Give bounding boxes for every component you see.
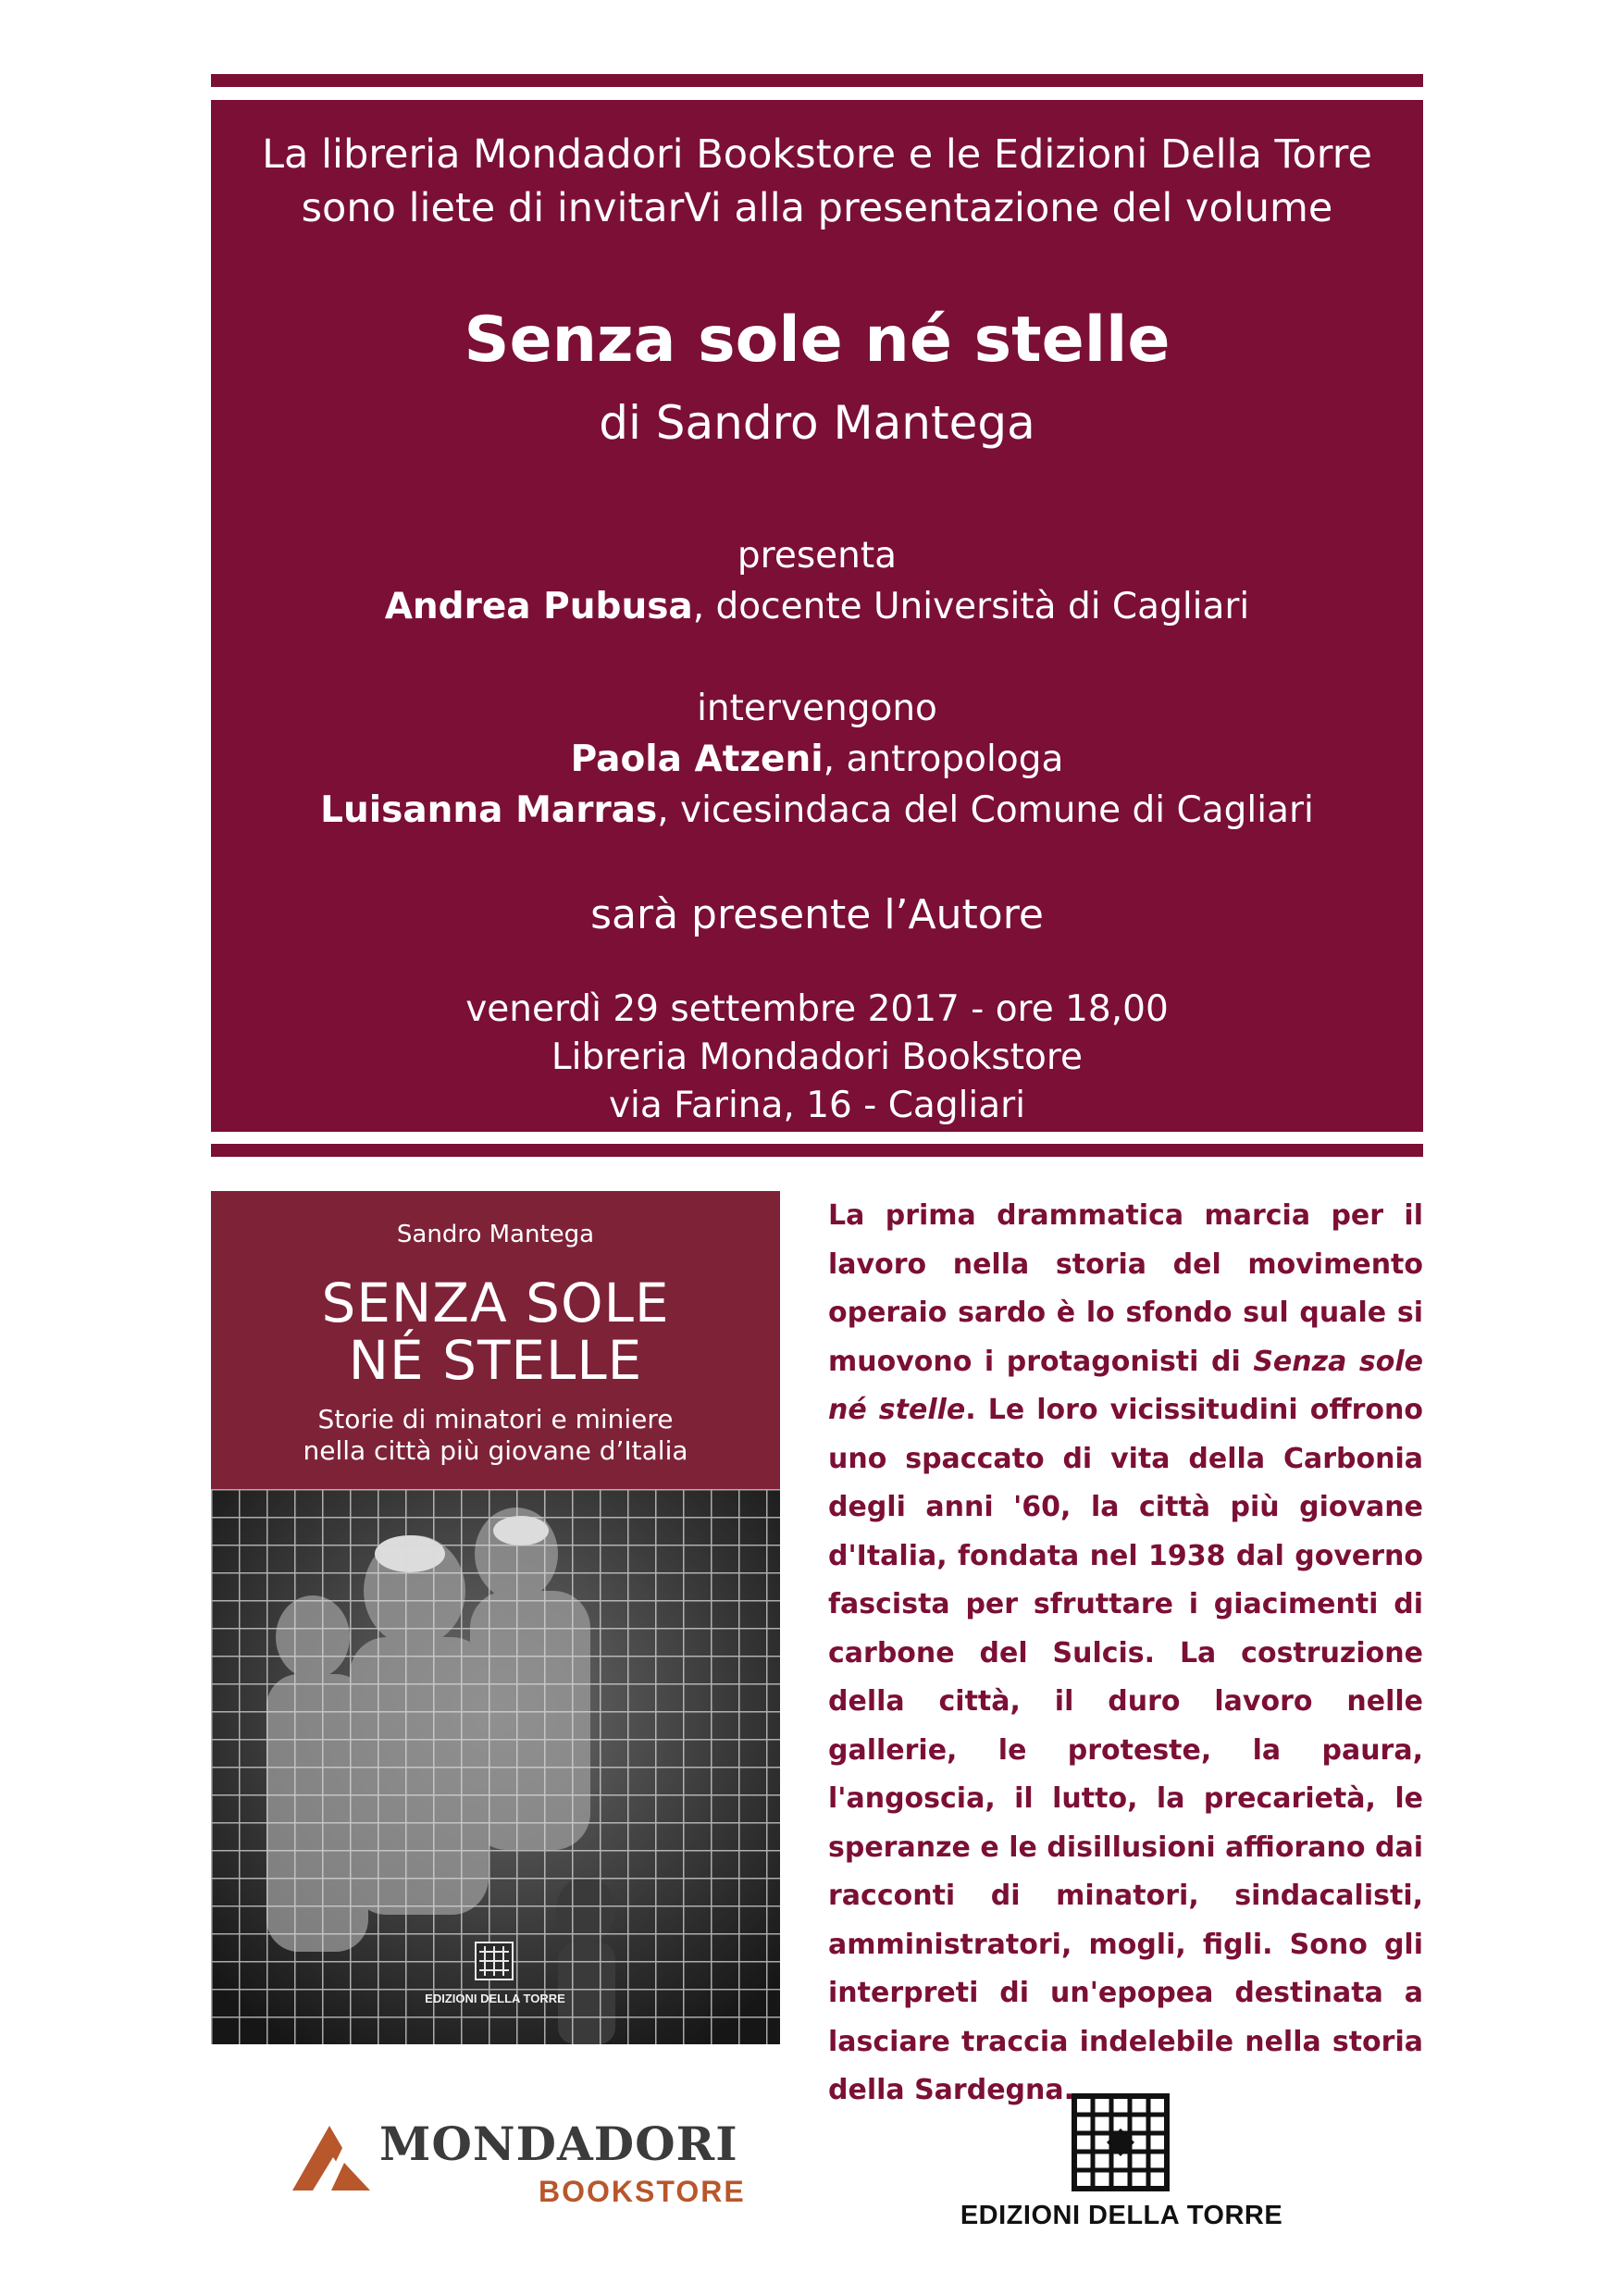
cover-title-line-2: NÉ STELLE	[348, 1329, 643, 1392]
cover-author: Sandro Mantega	[396, 1221, 595, 1248]
speakers-label: intervengono	[697, 688, 937, 729]
cover-title-line-1: SENZA SOLE	[321, 1272, 670, 1334]
cover-subtitle-line-1: Storie di minatori e miniere	[317, 1404, 674, 1434]
invitation-panel	[211, 100, 1423, 1132]
intro-line-2: sono liete di invitarVi alla presentazione del volume	[301, 185, 1333, 231]
cover-subtitle	[211, 1404, 780, 1467]
cover-subtitle-line-2: nella città più giovane d’Italia	[303, 1435, 688, 1466]
torre-logo-name: EDIZIONI DELLA TORRE	[960, 2201, 1283, 2230]
speaker2-role: , vicesindaca del Comune di Cagliari	[657, 789, 1314, 831]
event-address: via Farina, 16 - Cagliari	[608, 1085, 1026, 1126]
speaker2-name: Luisanna Marras	[320, 789, 658, 831]
presenter-name: Andrea Pubusa	[384, 586, 693, 627]
cover-title	[211, 1272, 780, 1392]
intro-line-1: La libreria Mondadori Bookstore e le Edizioni Della Torre	[262, 131, 1372, 178]
event-venue: Libreria Mondadori Bookstore	[551, 1036, 1084, 1078]
mondadori-logo-name: MONDADORI	[379, 2116, 738, 2171]
speaker1-role: , antropologa	[823, 738, 1064, 780]
mondadori-logo-sub: BOOKSTORE	[539, 2175, 746, 2208]
cover-photo	[211, 1489, 780, 2044]
bottom-rule	[211, 1144, 1423, 1157]
mondadori-rose-icon	[285, 2115, 378, 2198]
cover-publisher: EDIZIONI DELLA TORRE	[425, 1992, 565, 2005]
speaker-line-2	[211, 789, 1423, 831]
book-cover	[211, 1191, 780, 2044]
book-title: Senza sole né stelle	[464, 304, 1171, 377]
presenter-role: , docente Università di Cagliari	[692, 586, 1250, 627]
blurb-part-2: . Le loro vicissitudini offrono uno spaccato di vita della Carbonia degli anni '60, la città più giovane d'Italia, fondata nel 1938 dal governo fascista per sfruttare i giacimenti di carbone del Sulcis. La costruzione della città, il duro lavoro nelle gallerie, le proteste, la paura, l'angoscia, il lutto, la precarietà, le speranze e le disillusioni affiorano dai racconti di minatori, sindacalisti, amministratori, mogli, figli. Sono gli interpreti di un'epopea destinata a lasciare traccia indelebile nella storia della Sardegna.	[828, 1394, 1424, 2106]
presenter-line	[211, 586, 1423, 627]
blurb-title-italic: Senza sole né stelle	[828, 1345, 1424, 1426]
blurb-text	[828, 1192, 1423, 2116]
speaker1-name: Paola Atzeni	[570, 738, 824, 780]
speaker-line-1	[211, 738, 1423, 780]
blurb-part-1: La prima drammatica marcia per il lavoro nella storia del movimento operaio sardo è lo sfondo sul quale si muovono i protagonisti di	[828, 1199, 1423, 1378]
top-rule	[211, 74, 1423, 87]
event-date-time: venerdì 29 settembre 2017 - ore 18,00	[465, 988, 1169, 1030]
torre-grid-icon	[1072, 2093, 1170, 2191]
presenter-label: presenta	[737, 535, 898, 577]
author-note: sarà presente l’Autore	[590, 891, 1044, 938]
book-author: di Sandro Mantega	[599, 396, 1035, 450]
